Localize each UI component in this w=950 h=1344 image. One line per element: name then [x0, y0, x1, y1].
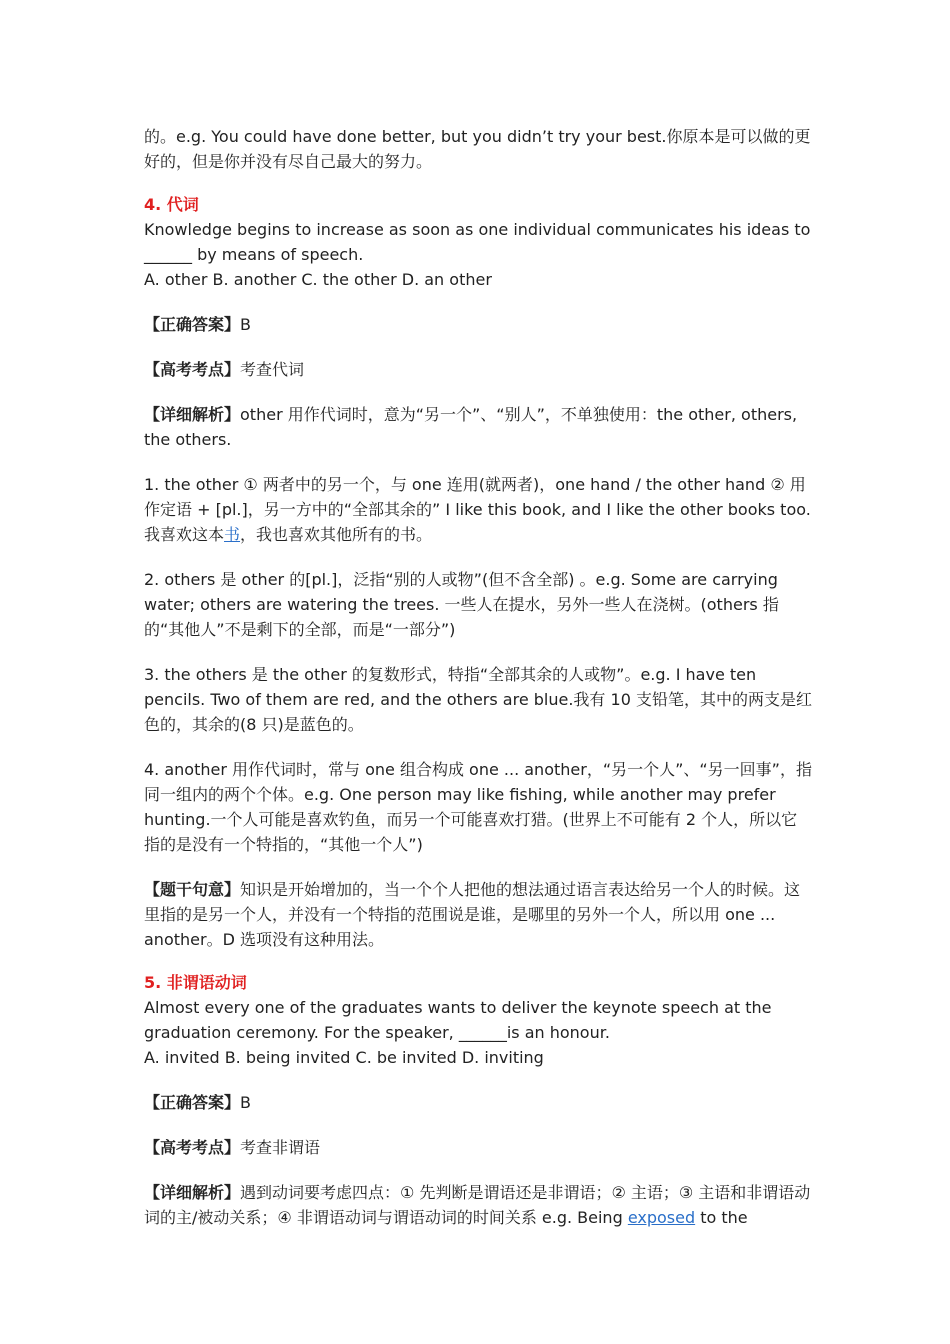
answer-value: B	[240, 1093, 251, 1112]
meaning-text: 知识是开始增加的，当一个个人把他的想法通过语言表达给另一个人的时候。这里指的是另一个人，并没有一个特指的范围说是谁，是哪里的另外一个人，所以用 one ... another。D 选项没有这种用法。	[144, 880, 801, 949]
analysis-tag: 【详细解析】	[144, 1183, 241, 1202]
question-5-answer	[144, 1090, 812, 1115]
analysis-item-3: 3. the others 是 the other 的复数形式，特指“全部其余的人或物”。e.g. I have ten pencils. Two of them are red, and the others are blue.我有 10 支铅笔，其中的两支是红色的，其余的(8 只)是蓝色的。	[144, 665, 812, 734]
question-4-analysis	[144, 402, 812, 452]
analysis-text: other 用作代词时，意为“另一个”、“别人”，不单独使用：the other, others, the others.	[144, 405, 798, 449]
question-4-point	[144, 357, 812, 382]
meaning-tag: 【题干句意】	[144, 880, 241, 899]
exposed-link[interactable]: exposed	[627, 1208, 696, 1227]
question-5-point	[144, 1135, 812, 1160]
question-4-options: A. other B. another C. the other D. an other	[144, 270, 492, 289]
point-tag: 【高考考点】	[144, 360, 241, 379]
document-body	[144, 124, 812, 1230]
question-5-heading: 5. 非谓语动词	[144, 973, 247, 992]
intro-paragraph: 的。e.g. You could have done better, but you didn’t try your best.你原本是可以做的更好的，但是你并没有尽自己最大的努力。	[144, 127, 811, 171]
analysis-tail: to the	[695, 1208, 748, 1227]
answer-tag: 【正确答案】	[144, 315, 241, 334]
book-link[interactable]: 书	[224, 525, 241, 544]
point-value: 考查非谓语	[240, 1138, 321, 1157]
point-value: 考查代词	[240, 360, 305, 379]
answer-tag: 【正确答案】	[144, 1093, 241, 1112]
analysis-item-2: 2. others 是 other 的[pl.]，泛指“别的人或物”(但不含全部) 。e.g. Some are carrying water; others are watering the trees. 一些人在提水，另外一些人在浇树。(others 指的“其他人”不是剩下的全部，而是“一部分”)	[144, 570, 779, 639]
item-1-tail: ，我也喜欢其他所有的书。	[240, 525, 433, 544]
question-5-analysis	[144, 1180, 812, 1230]
question-4-answer	[144, 312, 812, 337]
analysis-item-1	[144, 472, 812, 547]
analysis-text: 遇到动词要考虑四点：① 先判断是谓语还是非谓语；② 主语；③ 主语和非谓语动词的主/被动关系；④ 非谓语动词与谓语动词的时间关系 e.g. Being	[144, 1183, 811, 1227]
question-4-stem: Knowledge begins to increase as soon as one individual communicates his ideas to ______ by means of speech.	[144, 220, 811, 264]
question-5-options: A. invited B. being invited C. be invited D. inviting	[144, 1048, 544, 1067]
question-5-stem: Almost every one of the graduates wants to deliver the keynote speech at the graduation ceremony. For the speaker, ______is an honour.	[144, 998, 772, 1042]
question-4-meaning	[144, 877, 812, 952]
analysis-tag: 【详细解析】	[144, 405, 241, 424]
question-4-heading: 4. 代词	[144, 195, 199, 214]
answer-value: B	[240, 315, 251, 334]
item-1-text: 1. the other ① 两者中的另一个，与 one 连用(就两者)，one hand / the other hand ② 用作定语 + [pl.]，另一方中的“全部其余的” I like this book, and I like the other books too. 我喜欢这本	[144, 475, 811, 544]
point-tag: 【高考考点】	[144, 1138, 241, 1157]
analysis-item-4: 4. another 用作代词时，常与 one 组合构成 one ... another，“另一个人”、“另一回事”，指同一组内的两个个体。e.g. One person may like fishing, while another may prefer hunting.一个人可能是喜欢钓鱼，而另一个可能喜欢打猎。(世界上不可能有 2 个人，所以它指的是没有一个特指的，“其他一个人”)	[144, 760, 812, 854]
